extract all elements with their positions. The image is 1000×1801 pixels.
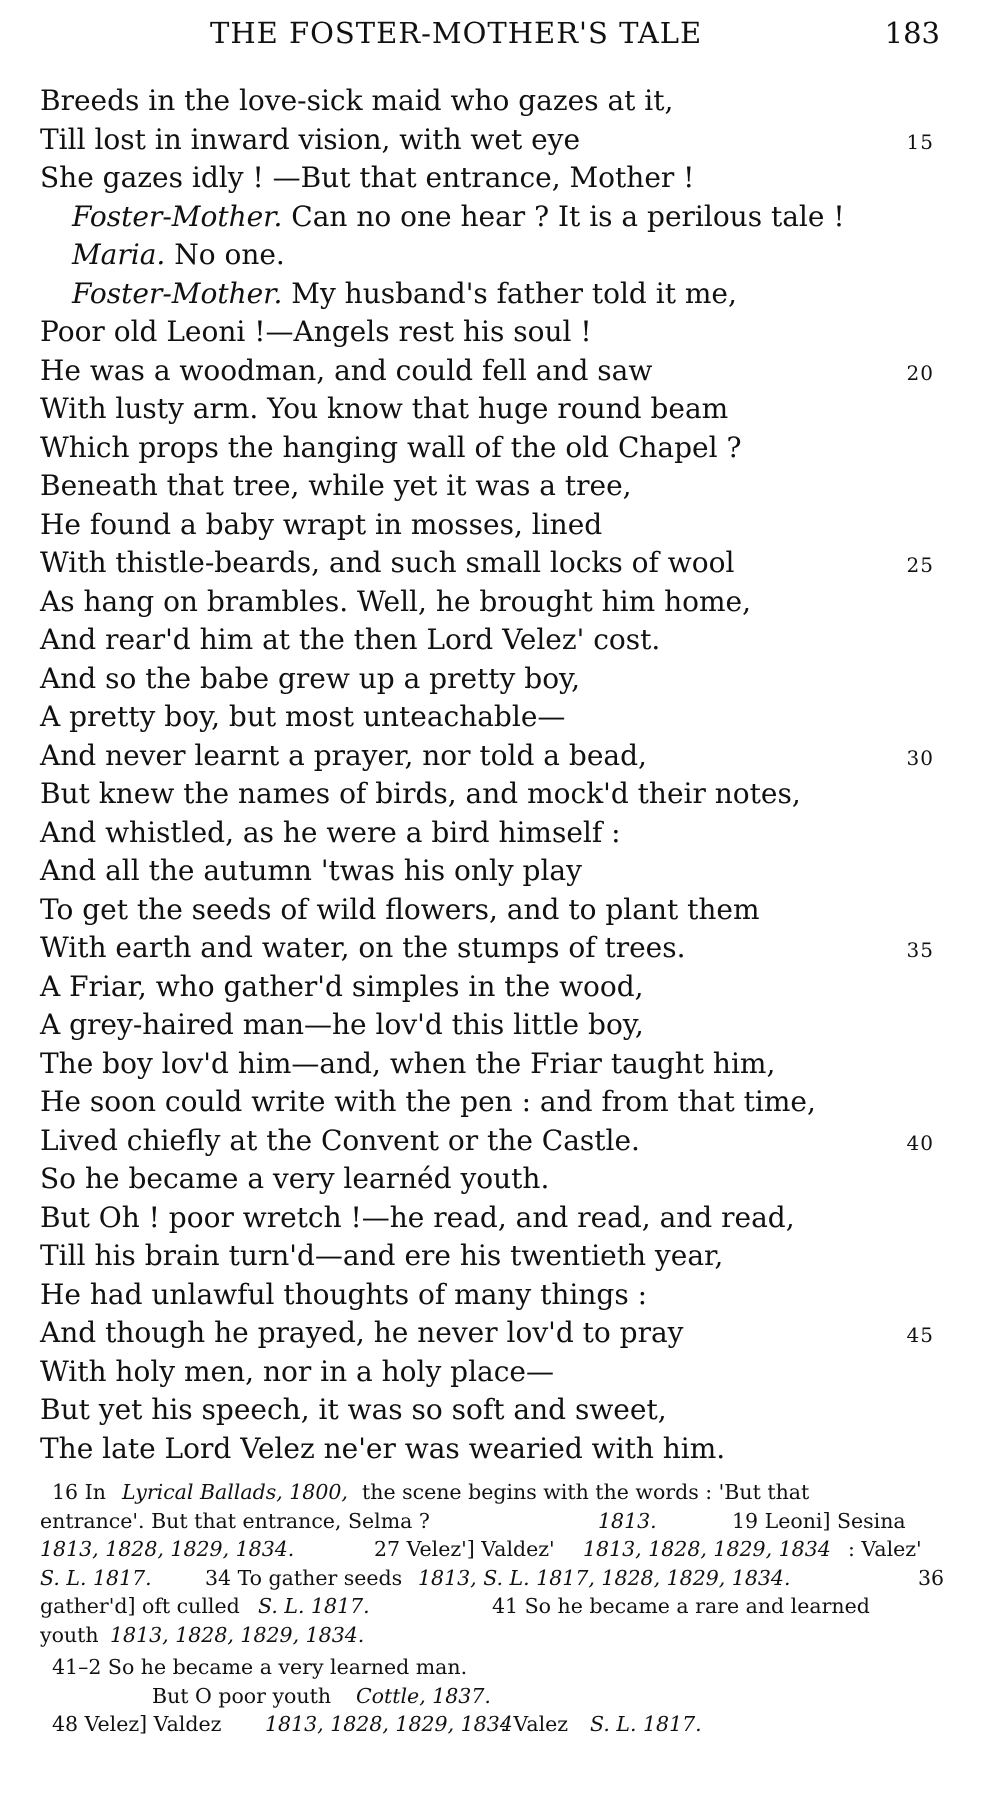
poem-line-text: The boy lov'd him—and, when the Friar taught him, bbox=[40, 1046, 776, 1080]
poem-line bbox=[40, 1122, 950, 1161]
poem-line bbox=[40, 621, 950, 660]
poem-line-text: A Friar, who gather'd simples in the wood, bbox=[40, 969, 644, 1003]
page-number: 183 bbox=[884, 16, 940, 50]
poem-line-text: With thistle-beards, and such small locks of wool bbox=[40, 546, 735, 579]
note-19-text: 19 Leoni] Sesina bbox=[732, 1508, 906, 1533]
note-16-ref: 16 In bbox=[52, 1480, 106, 1504]
poem-line-text: And rear'd him at the then Lord Velez' cost. bbox=[40, 623, 661, 656]
note-27-source: S. L. 1817. bbox=[40, 1565, 152, 1590]
note-16-variant: entrance'. But that entrance, Selma ? bbox=[40, 1508, 430, 1533]
speech-text: No one. bbox=[174, 238, 285, 271]
note-41-2-source: Cottle, 1837. bbox=[356, 1683, 491, 1708]
line-number: 20 bbox=[906, 360, 934, 385]
poem-line bbox=[40, 1160, 950, 1199]
poem-line bbox=[40, 352, 950, 391]
poem-line bbox=[40, 891, 950, 930]
poem-line bbox=[40, 737, 950, 776]
note-line bbox=[40, 1507, 950, 1536]
note-line bbox=[40, 1478, 950, 1507]
note-line bbox=[40, 1682, 950, 1711]
poem-line-text: As hang on brambles. Well, he brought him home, bbox=[40, 584, 751, 618]
poem-line-text: Beneath that tree, while yet it was a tree, bbox=[40, 469, 632, 502]
poem-line bbox=[40, 198, 950, 237]
note-36-text: gather'd] oft culled bbox=[40, 1594, 240, 1618]
poem-line-text: And though he prayed, he never lov'd to pray bbox=[40, 1316, 684, 1349]
poem-line bbox=[40, 698, 950, 737]
note-line bbox=[40, 1592, 950, 1621]
note-48-source: S. L. 1817. bbox=[590, 1712, 702, 1736]
line-number: 30 bbox=[906, 745, 934, 770]
poem-line-text: So he became a very learnéd youth. bbox=[40, 1162, 550, 1195]
note-27-text: 27 Velez'] Valdez' bbox=[374, 1537, 555, 1561]
note-19-dates: 1813, 1828, 1829, 1834. bbox=[40, 1537, 295, 1561]
note-34-text: 34 To gather seeds bbox=[205, 1565, 403, 1590]
poem-line bbox=[40, 159, 950, 198]
poem-line-text: Till his brain turn'd—and ere his twentieth year, bbox=[40, 1239, 724, 1272]
note-line bbox=[40, 1653, 950, 1682]
poem-line-text bbox=[72, 198, 845, 237]
note-36-ref: 36 bbox=[918, 1565, 945, 1590]
poem-line bbox=[40, 1199, 950, 1238]
poem-line-text: With earth and water, on the stumps of trees. bbox=[40, 931, 686, 964]
line-number: 25 bbox=[906, 553, 934, 577]
note-41-2-text: 41–2 So he became a very learned man. bbox=[52, 1655, 468, 1679]
note-line bbox=[40, 1710, 950, 1739]
poem-line-text: The late Lord Velez ne'er was wearied with him. bbox=[40, 1431, 726, 1465]
poem-line bbox=[40, 1083, 950, 1122]
speech-text: Can no one hear ? It is a perilous tale ! bbox=[291, 199, 845, 233]
note-36-source: S. L. 1817. bbox=[258, 1594, 370, 1618]
speaker-name: Maria. bbox=[72, 238, 166, 271]
poem-line-text bbox=[72, 275, 737, 314]
speaker-name: Foster-Mother. bbox=[72, 199, 283, 233]
poem-line-text: But knew the names of birds, and mock'd their notes, bbox=[40, 777, 801, 810]
note-34-dates: 1813, S. L. 1817, 1828, 1829, 1834. bbox=[418, 1565, 791, 1590]
poem-line-text: And all the autumn 'twas his only play bbox=[40, 854, 582, 887]
note-16-text: the scene begins with the words : 'But that bbox=[362, 1480, 810, 1504]
poem-line-text: Breeds in the love-sick maid who gazes at it, bbox=[40, 84, 674, 117]
note-line bbox=[40, 1535, 950, 1564]
poem-line-text: But yet his speech, it was so soft and sweet, bbox=[40, 1393, 667, 1426]
poem-line bbox=[40, 544, 950, 583]
note-41-text: 41 So he became a rare and learned bbox=[492, 1594, 870, 1618]
poem-line bbox=[40, 1391, 950, 1430]
poem-line-text: She gazes idly ! —But that entrance, Mother ! bbox=[40, 161, 695, 194]
poem-line-text: He found a baby wrapt in mosses, lined bbox=[40, 507, 603, 541]
poem-line-text: Which props the hanging wall of the old Chapel ? bbox=[40, 430, 742, 464]
poem-line bbox=[40, 583, 950, 622]
footnotes bbox=[40, 1478, 950, 1739]
poem-line bbox=[40, 929, 950, 968]
running-title: THE FOSTER-MOTHER'S TALE bbox=[210, 16, 703, 50]
poem-line bbox=[40, 506, 950, 545]
poem-line bbox=[40, 968, 950, 1007]
line-number: 15 bbox=[906, 129, 934, 154]
poem-line bbox=[40, 1276, 950, 1315]
poem-line bbox=[40, 275, 950, 314]
line-number: 45 bbox=[906, 1323, 934, 1347]
poem-line-text: A pretty boy, but most unteachable— bbox=[40, 700, 566, 733]
poem-line bbox=[40, 1006, 950, 1045]
poem-line-text bbox=[72, 236, 285, 275]
poem-line-text: And whistled, as he were a bird himself : bbox=[40, 815, 621, 849]
poem-line-text: With lusty arm. You know that huge round beam bbox=[40, 392, 729, 425]
poem-line bbox=[40, 313, 950, 352]
page-header bbox=[40, 16, 940, 60]
note-16-source: Lyrical Ballads, 1800, bbox=[122, 1480, 348, 1504]
note-41-word: youth bbox=[40, 1622, 99, 1647]
poem-line bbox=[40, 1314, 950, 1353]
poem-line bbox=[40, 1430, 950, 1469]
poem-line-text: And never learnt a prayer, nor told a bead, bbox=[40, 738, 647, 772]
poem-line-text: A grey-haired man—he lov'd this little boy, bbox=[40, 1008, 644, 1041]
speaker-name: Foster-Mother. bbox=[72, 276, 283, 310]
poem-line bbox=[40, 814, 950, 853]
poem-line bbox=[40, 467, 950, 506]
line-number: 35 bbox=[906, 938, 934, 962]
poem-line bbox=[40, 429, 950, 468]
poem-line bbox=[40, 1353, 950, 1392]
poem-line bbox=[40, 660, 950, 699]
poem-line-text: He was a woodman, and could fell and saw bbox=[40, 353, 653, 387]
poem-line bbox=[40, 82, 950, 121]
note-27-dates: 1813, 1828, 1829, 1834 bbox=[583, 1537, 831, 1561]
note-line bbox=[40, 1621, 950, 1650]
poem-line bbox=[40, 775, 950, 814]
line-number: 40 bbox=[906, 1130, 934, 1155]
poem-line bbox=[40, 121, 950, 160]
note-48-text: 48 Velez] Valdez bbox=[52, 1712, 222, 1736]
poem-line-text: But Oh ! poor wretch !—he read, and read, and read, bbox=[40, 1200, 795, 1234]
poem-line-text: Till lost in inward vision, with wet eye bbox=[40, 122, 581, 156]
note-27-variant: : Valez' bbox=[848, 1537, 922, 1561]
note-48-variant: : Valez bbox=[500, 1712, 569, 1736]
poem-line bbox=[40, 390, 950, 429]
poem-line-text: With holy men, nor in a holy place— bbox=[40, 1354, 554, 1388]
poem-body bbox=[40, 82, 950, 1468]
poem-line-text: Lived chiefly at the Convent or the Castle. bbox=[40, 1123, 640, 1157]
poem-line bbox=[40, 1045, 950, 1084]
poem-line-text: And so the babe grew up a pretty boy, bbox=[40, 661, 581, 695]
poem-line bbox=[40, 236, 950, 275]
poem-line bbox=[40, 1237, 950, 1276]
speech-text: My husband's father told it me, bbox=[291, 276, 737, 310]
note-41-2-variant: But O poor youth bbox=[152, 1683, 332, 1708]
poem-line-text: He had unlawful thoughts of many things : bbox=[40, 1277, 648, 1311]
note-41-dates: 1813, 1828, 1829, 1834. bbox=[110, 1622, 365, 1647]
poem-line-text: To get the seeds of wild flowers, and to plant them bbox=[40, 892, 760, 926]
poem-line-text: He soon could write with the pen : and from that time, bbox=[40, 1085, 816, 1118]
note-line bbox=[40, 1564, 950, 1593]
poem-line-text: Poor old Leoni !—Angels rest his soul ! bbox=[40, 315, 592, 348]
note-48-dates: 1813, 1828, 1829, 1834 bbox=[265, 1712, 513, 1736]
note-16-date: 1813. bbox=[598, 1508, 657, 1533]
poem-line bbox=[40, 852, 950, 891]
